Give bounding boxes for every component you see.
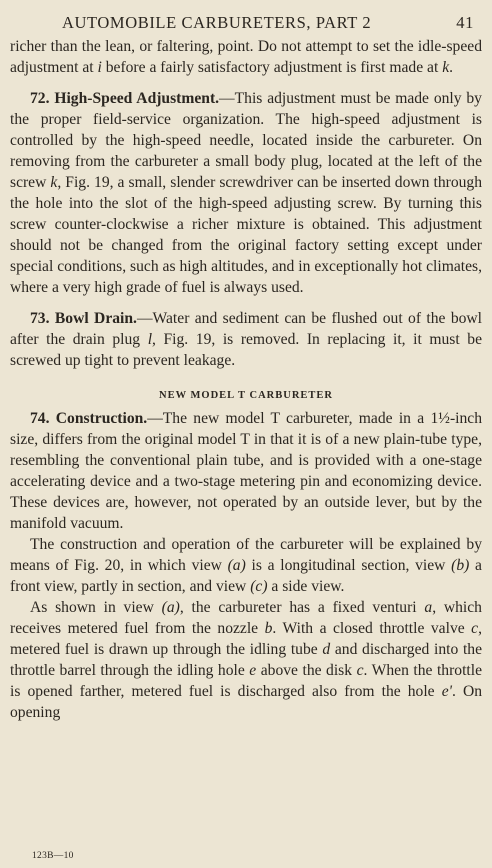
para-76-t9: . On opening (10, 683, 482, 721)
para-75-text-d: a side view. (267, 578, 345, 595)
para-73-text-a: —Water and sediment can be flushed out of the bowl after the drain plug (10, 310, 483, 348)
para-75-view-c: (c) (250, 578, 268, 595)
running-title: AUTOMOBILE CARBURETERS, PART 2 (62, 13, 372, 32)
paragraph-intro (10, 36, 482, 78)
para-76-var-c: c (471, 620, 479, 637)
para-76-var-e-prime: e' (441, 683, 452, 700)
para-74-text-b: -inch size, differs from the original model T in that it is of a new plain-tube type, resembling the conventional plain tube, and is provided with a one-stage accelerating device and a two-stage metering pin and economizing device. These devices are, however, not operated by an outside lever, but by the manifold vacuum. (10, 410, 482, 532)
para-75-text-a: The construction and operation of the carbureter will be explained by means of Fig. 20, in which view (10, 536, 482, 574)
para-72-text-a: —This adjustment must be made only by the proper field-service organization. The high-speed adjustment is controlled by the high-speed needle, located inside the carbureter. On removing from the carbureter a small body plug, located at the left of the screw (10, 90, 482, 191)
para-76-t6: and discharged into the throttle barrel through the idling hole (10, 641, 482, 679)
para-73-text-b: , Fig. 19, is removed. In replacing it, it must be screwed up tight to prevent leakage. (10, 331, 482, 369)
paragraph-75 (10, 534, 482, 597)
para-76-view-a: (a) (161, 599, 180, 616)
para-75-view-a: (a) (227, 557, 246, 574)
intro-text-b: before a fairly satisfactory adjustment is first made at (101, 59, 443, 76)
para-74-fraction: ½ (438, 410, 450, 427)
signature-mark: 123B—10 (32, 851, 74, 861)
paragraph-76 (10, 597, 482, 723)
para-76-t7: above the disk (256, 662, 357, 679)
section-heading: NEW MODEL T CARBURETER (159, 390, 333, 401)
running-head (10, 8, 482, 36)
para-76-t1: As shown in view (30, 599, 162, 616)
intro-var-k: k (442, 59, 450, 76)
para-75-text-c: a front view, partly in section, and view (10, 557, 482, 595)
para-75-text-b: is a longitudinal section, view (245, 557, 452, 574)
para-76-var-c2: c (356, 662, 364, 679)
para-74-number: 74. (30, 410, 50, 427)
para-76-var-a: a (424, 599, 433, 616)
para-75-view-b: (b) (451, 557, 470, 574)
para-76-t8: . When the throttle is opened farther, metered fuel is discharged also from the hole (10, 662, 482, 700)
paragraph-72 (10, 88, 482, 298)
intro-text-c: . (449, 59, 454, 76)
para-72-number: 72. (30, 90, 50, 107)
para-76-t5: , metered fuel is drawn up through the idling tube (10, 620, 482, 658)
para-72-var-k: k (50, 174, 58, 191)
intro-text-a: richer than the lean, or faltering, point. Do not attempt to set the idle-speed adjustment at (10, 38, 482, 76)
paragraph-73 (10, 308, 482, 371)
intro-var-i: i (97, 59, 102, 76)
para-74-text-a: —The new model T carbureter, made in a 1 (147, 410, 439, 427)
para-76-var-d: d (322, 641, 331, 658)
para-76-t2: , the carbureter has a fixed venturi (179, 599, 425, 616)
para-76-var-b: b (264, 620, 273, 637)
para-72-text-b: , Fig. 19, a small, slender screwdriver can be inserted down through the hole into the slot of the high-speed adjusting screw. By turning this screw counter-clockwise a richer mixture is obtained. This adjustment should not be changed from the original factory setting except under special conditions, such as high altitudes, and in exceptionally hot climates, where a very high grade of fuel is always used. (10, 174, 483, 296)
para-76-t3: , which receives metered fuel from the nozzle (10, 599, 482, 637)
para-74-heading: Construction. (55, 410, 148, 427)
para-73-var-l: l (147, 331, 153, 348)
para-76-t4: . With a closed throttle valve (272, 620, 472, 637)
para-76-var-e: e (249, 662, 257, 679)
para-73-number: 73. (30, 310, 50, 327)
page-number: 41 (456, 13, 474, 32)
body-text (10, 36, 482, 723)
para-73-heading: Bowl Drain. (54, 310, 137, 327)
para-72-heading: High-Speed Adjustment. (54, 90, 220, 107)
paragraph-74 (10, 408, 482, 534)
